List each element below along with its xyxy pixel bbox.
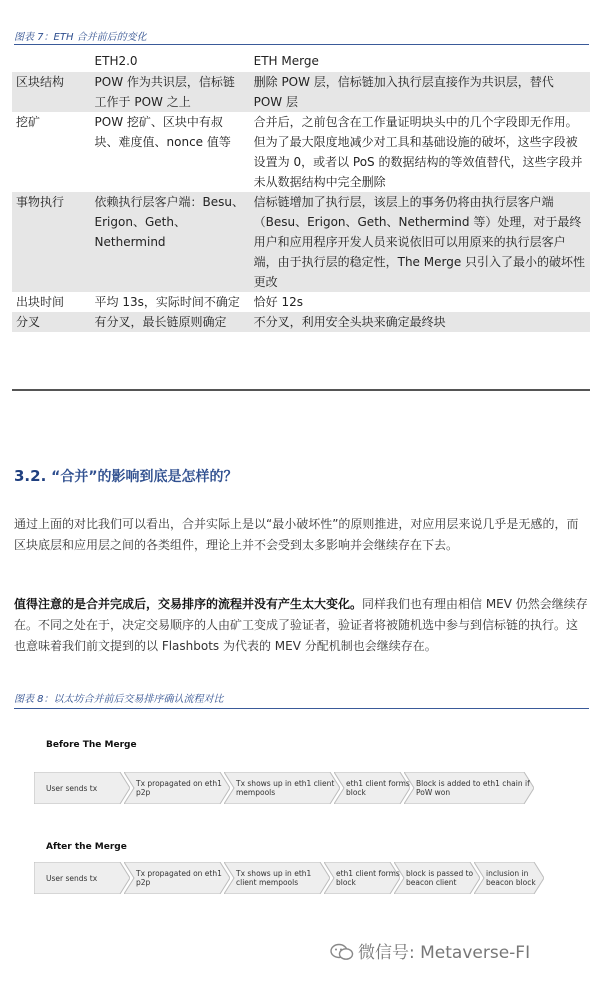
merge-cell: 不分叉，利用安全头块来确定最终块: [250, 312, 590, 332]
merge-flow-figure: [14, 728, 584, 938]
table-caption: 图表 7：ETH 合并前后的变化: [14, 32, 147, 43]
section-heading: [14, 466, 238, 486]
merge-cell: 信标链增加了执行层，该层上的事务仍将由执行层客户端（Besu、Erigon、Geth、Nethermind 等）处理，对于最终用户和应用程序开发人员来说依旧可以用原来的执行层客户端，由于执行层的稳定性，The Merge 只引入了最小的破坏性更改: [250, 192, 590, 292]
section-title: “合并”的影响到底是怎样的？: [51, 469, 238, 485]
watermark-text: 微信号: Metaverse-FI: [358, 943, 531, 963]
header-cell: ETH Merge: [253, 54, 319, 68]
header-cell: [12, 48, 91, 72]
flow-step: [124, 772, 230, 804]
paragraph-1: 通过上面的对比我们可以看出，合并实际上是以“最小破坏性”的原则推进，对应用层来说几乎是无感的，而区块底层和应用层之间的各类组件，理论上并不会受到太多影响并会继续存在下去。: [14, 517, 579, 552]
merge-cell: 恰好 12s: [253, 295, 303, 309]
paragraph-2: [14, 594, 588, 657]
step-label: Block is added to eth1 chain if PoW won: [416, 779, 530, 797]
wechat-watermark: [330, 938, 530, 963]
flow-step: [34, 772, 130, 804]
row-label: 分叉: [12, 312, 91, 332]
eth2-cell: 平均 13s，实际时间不确定: [94, 295, 240, 309]
paragraph-2-text: 同样我们也有理由相信 MEV 仍然会继续存在。不同之处在于，决定交易顺序的人由矿工变成了验证者，验证者将被随机选中参与到信标链的执行。这也意味着我们前文提到的以 Flashbots 为代表的 MEV 分配机制也会继续存在。: [14, 597, 588, 653]
step-label: eth1 client forms block: [336, 869, 400, 887]
eth2-cell: 依赖执行层客户端：Besu、Erigon、Geth、Nethermind: [91, 192, 250, 292]
flow-step: [474, 862, 544, 894]
row-label: 事物执行: [12, 192, 91, 292]
eth2-cell: 有分叉，最长链原则确定: [91, 312, 250, 332]
table-row: [12, 72, 590, 112]
step-label: eth1 client forms block: [346, 779, 410, 797]
section-number: 3.2.: [14, 467, 47, 485]
before-title: Before The Merge: [46, 740, 137, 750]
paragraph-2-bold: 值得注意的是合并完成后，交易排序的流程并没有产生太大变化。: [14, 597, 363, 611]
merge-cell: 删除 POW 层，信标链加入执行层直接作为共识层，替代 POW 层: [250, 72, 590, 112]
merge-cell: 合并后，之前包含在工作量证明块头中的几个字段即无作用。但为了最大限度地减少对工具和基础设施的破坏，这些字段被设置为 0，或者以 PoS 的数据结构的等效值替代，这些字段并未从数据结构中完全删除: [253, 115, 583, 189]
flow-step: [324, 862, 400, 894]
eth2-cell: POW 挖矿、区块中有叔块、难度值、nonce 值等: [94, 115, 231, 149]
flow-step: [224, 862, 330, 894]
step-label: Tx shows up in eth1 client mempools: [236, 869, 312, 887]
step-label: inclusion in beacon block: [486, 869, 536, 887]
comparison-table: [12, 48, 590, 332]
step-label: Tx propagated on eth1 p2p: [136, 869, 222, 887]
table-row: [12, 292, 590, 312]
step-label: User sends tx: [46, 873, 98, 883]
after-title: After the Merge: [46, 842, 127, 852]
flow-step: [404, 772, 534, 804]
eth2-cell: POW 作为共识层，信标链工作于 POW 之上: [91, 72, 250, 112]
table-row: [12, 312, 590, 332]
step-label: block is passed to beacon client: [406, 869, 474, 887]
table-row: [12, 192, 590, 292]
row-label: 区块结构: [12, 72, 91, 112]
table-row: [12, 112, 590, 192]
flow-step: [334, 772, 410, 804]
caption-divider: [14, 44, 589, 45]
step-label: User sends tx: [46, 783, 98, 793]
row-label: 挖矿: [16, 115, 41, 129]
row-label: 出块时间: [16, 295, 65, 309]
step-label: Tx shows up in eth1 client mempools: [236, 779, 335, 797]
figure-caption-divider: [14, 708, 589, 709]
flow-step: [124, 862, 230, 894]
figure-caption: 图表 8：以太坊合并前后交易排序确认流程对比: [14, 694, 224, 705]
step-label: Tx propagated on eth1 p2p: [136, 779, 222, 797]
flow-step: [34, 862, 130, 894]
wechat-icon: [330, 943, 354, 961]
table-bottom-rule: [12, 389, 590, 391]
table-header-row: [12, 48, 590, 72]
flow-step: [224, 772, 340, 804]
flow-step: [394, 862, 480, 894]
header-cell: ETH2.0: [94, 54, 138, 68]
